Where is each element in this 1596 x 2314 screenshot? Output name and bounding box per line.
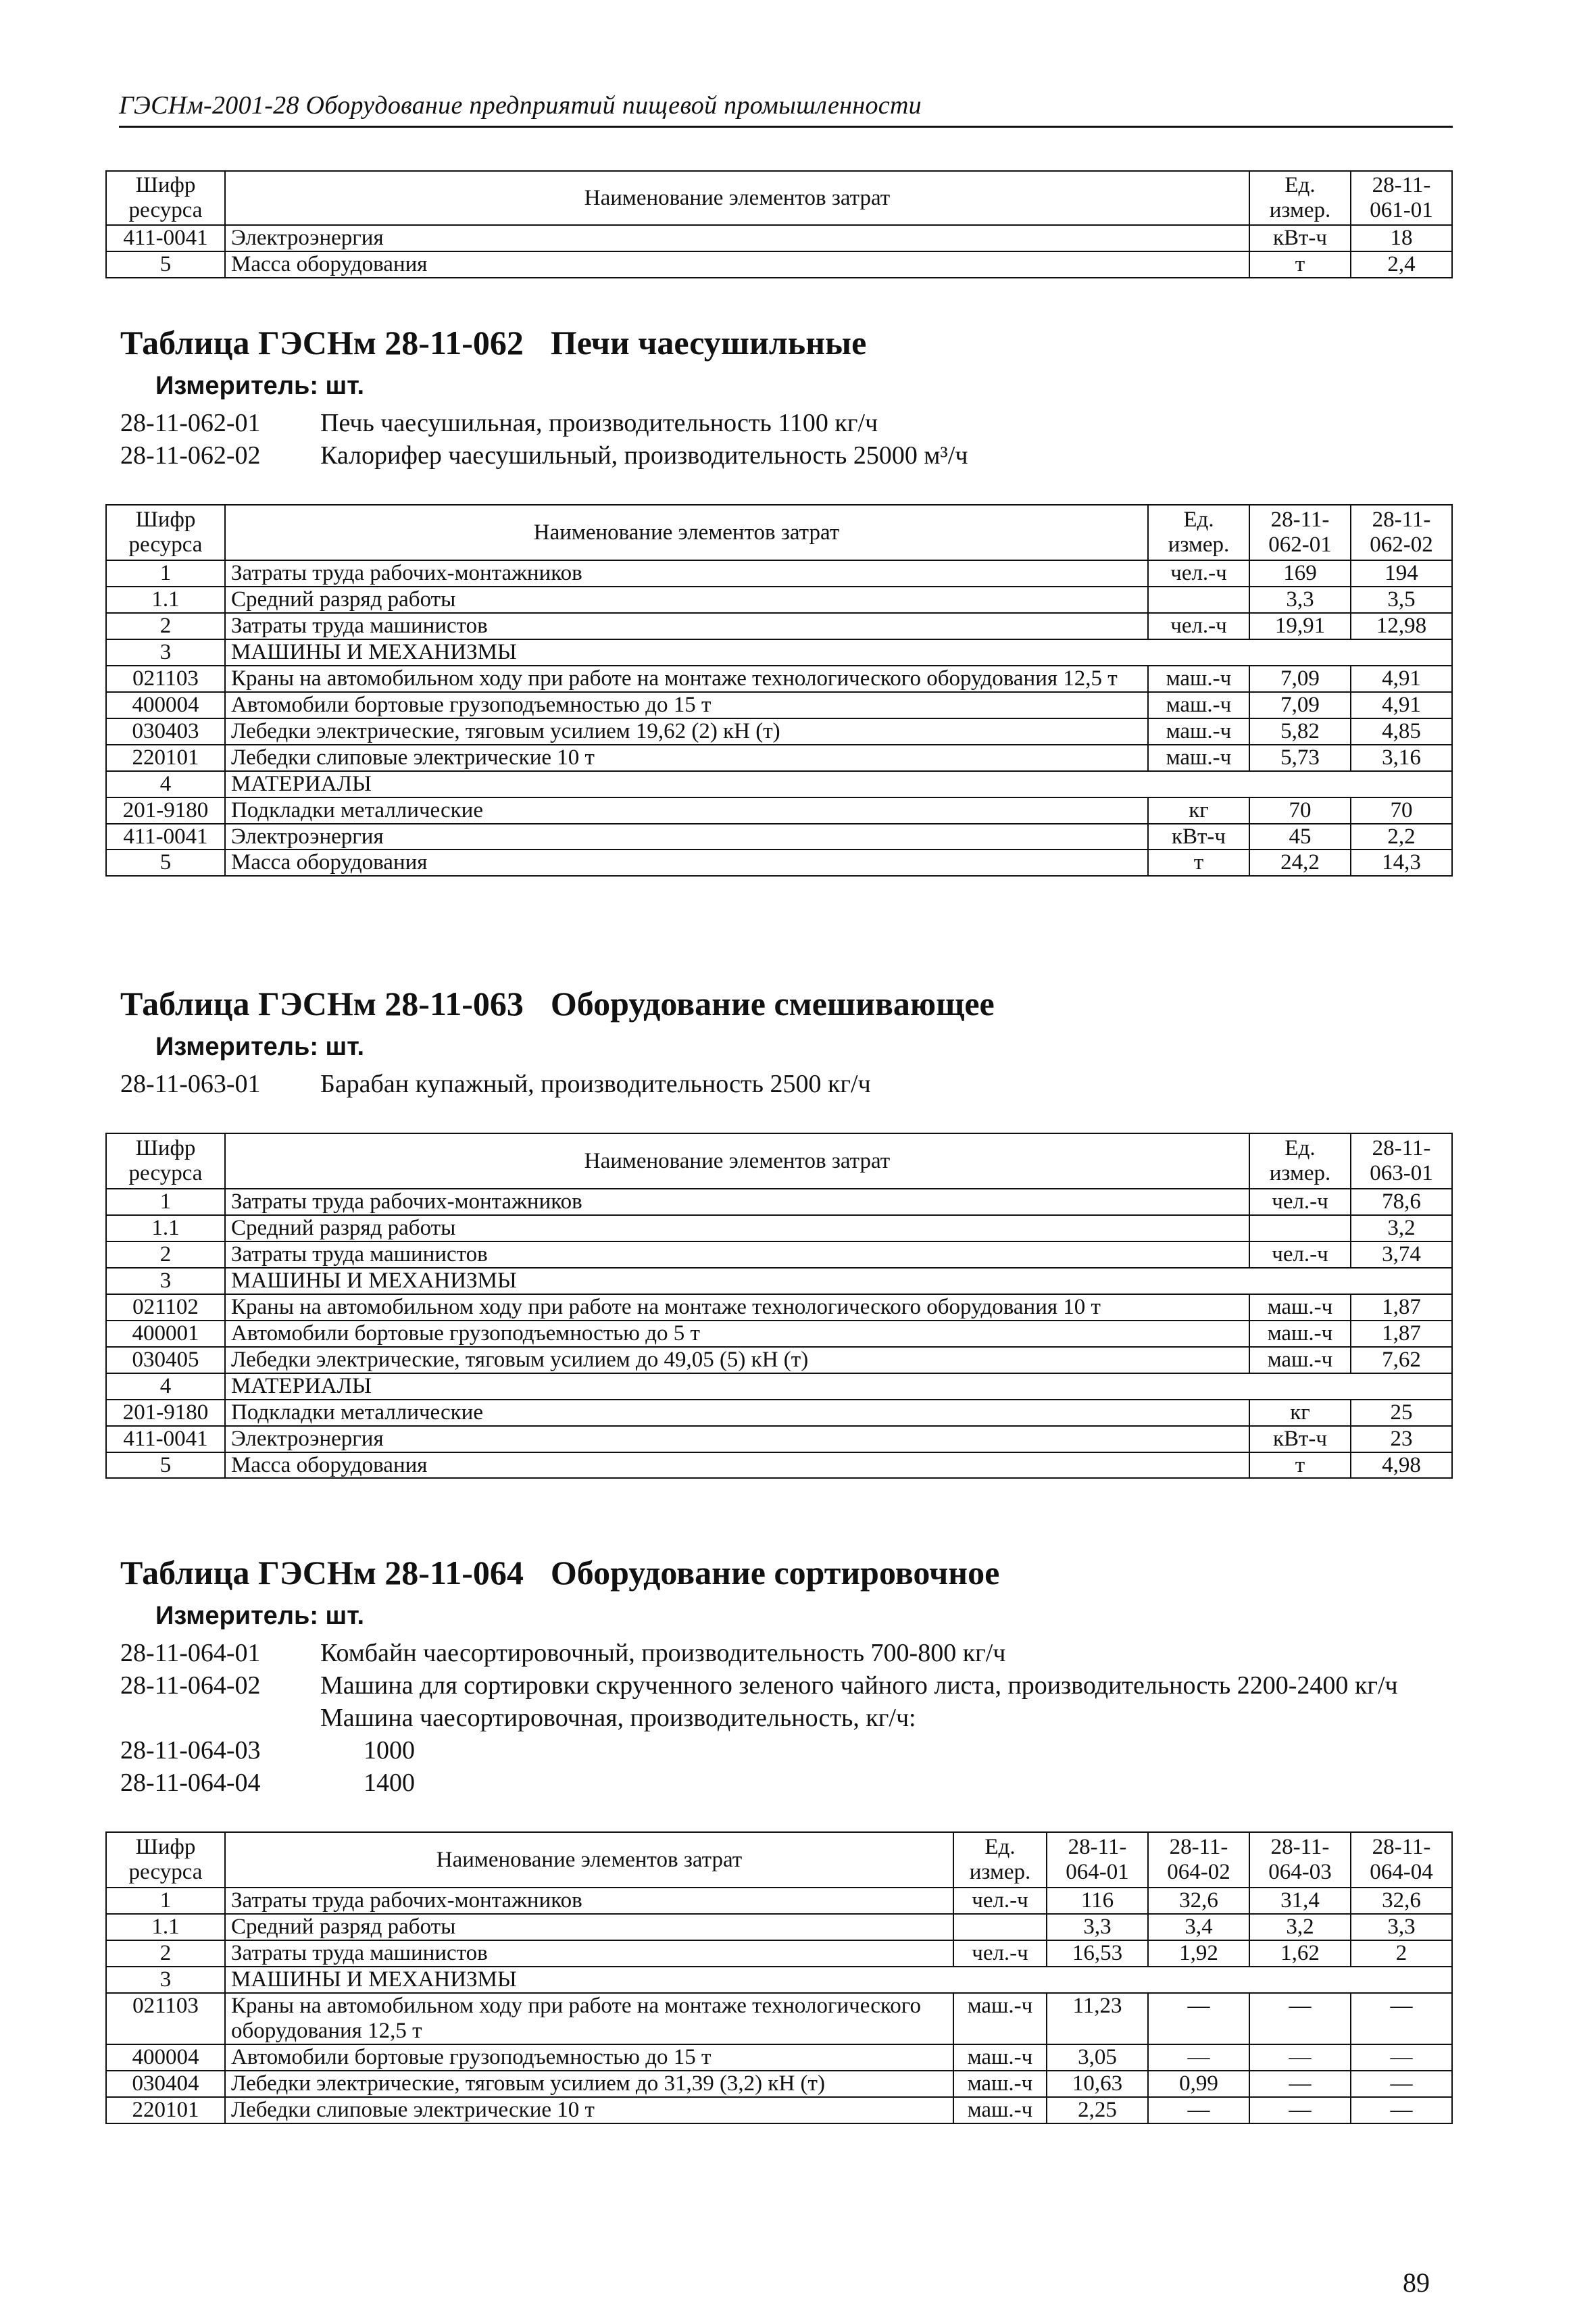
col-code-header: Шифр ресурса: [106, 1133, 225, 1189]
cost-element-cell: Автомобили бортовые грузоподъемностью до 15 т: [225, 2044, 953, 2071]
norm-value-cell: 2,25: [1047, 2097, 1148, 2123]
table-row: [106, 1294, 1452, 1321]
cost-element-cell: Электроэнергия: [225, 824, 1148, 850]
cost-element-cell: Затраты труда рабочих-монтажников: [225, 1189, 1249, 1215]
table-body: [106, 225, 1452, 278]
col-norm-header: 28-11-061-01: [1351, 171, 1452, 225]
norm-value-cell: 12,98: [1351, 613, 1452, 639]
resource-code-cell: 030405: [106, 1347, 225, 1373]
section-heading-cell: МАШИНЫ И МЕХАНИЗМЫ: [225, 639, 1452, 666]
table-title: [120, 1553, 999, 1592]
table-row: [106, 613, 1452, 639]
unit-cell: маш.-ч: [1249, 1294, 1351, 1321]
page-number: 89: [1403, 2267, 1430, 2298]
section-row: [106, 1967, 1452, 1993]
norm-value-cell: 14,3: [1351, 850, 1452, 876]
norm-item: [120, 408, 878, 438]
unit-cell: маш.-ч: [953, 2071, 1047, 2097]
norm-value-cell: —: [1351, 2044, 1452, 2071]
cost-element-cell: Лебедки электрические, тяговым усилием до 49,05 (5) кН (т): [225, 1347, 1249, 1373]
norm-code: 28-11-064-01: [120, 1639, 261, 1667]
norm-value-cell: 3,3: [1351, 1914, 1452, 1940]
section-heading-cell: МАТЕРИАЛЫ: [225, 1373, 1452, 1400]
resource-code-cell: 4: [106, 771, 225, 797]
measure-unit: Измеритель: шт.: [155, 1033, 365, 1061]
norm-item: [120, 1736, 415, 1765]
norm-value-cell: 3,3: [1047, 1914, 1148, 1940]
cost-element-cell: Масса оборудования: [225, 1452, 1249, 1479]
norm-value-cell: 3,3: [1249, 587, 1351, 613]
table-row: [106, 1888, 1452, 1914]
col-name-header: Наименование элементов затрат: [225, 1832, 953, 1888]
table-row: [106, 718, 1452, 745]
cost-element-cell: Лебедки слиповые электрические 10 т: [225, 745, 1148, 771]
table-row: [106, 1993, 1452, 2044]
table-28-11-063: [105, 1133, 1453, 1479]
norm-code: 28-11-064-03: [120, 1736, 261, 1765]
norm-value-cell: 2,4: [1351, 251, 1452, 278]
norm-value-cell: 2: [1351, 1940, 1452, 1967]
cost-element-cell: Электроэнергия: [225, 1426, 1249, 1452]
norm-value-cell: 5,82: [1249, 718, 1351, 745]
norm-item: [120, 1768, 415, 1798]
section-row: [106, 639, 1452, 666]
norm-item: [120, 1703, 916, 1733]
cost-element-cell: Автомобили бортовые грузоподъемностью до 5 т: [225, 1321, 1249, 1347]
table-row: [106, 2097, 1452, 2123]
cost-element-cell: Средний разряд работы: [225, 1215, 1249, 1241]
unit-cell: маш.-ч: [953, 2044, 1047, 2071]
table-title: [120, 323, 866, 362]
col-name-header: Наименование элементов затрат: [225, 171, 1249, 225]
resource-code-cell: 2: [106, 1940, 225, 1967]
col-name-header: Наименование элементов затрат: [225, 505, 1148, 560]
resource-code-cell: 030403: [106, 718, 225, 745]
norm-text: Калорифер чаесушильный, производительность 25000 м³/ч: [320, 441, 968, 470]
norm-value-cell: 7,09: [1249, 666, 1351, 692]
norm-value-cell: 3,5: [1351, 587, 1452, 613]
table-row: [106, 1215, 1452, 1241]
norm-value-cell: —: [1148, 1993, 1249, 2044]
section-row: [106, 771, 1452, 797]
norm-value-cell: 2,2: [1351, 824, 1452, 850]
norm-value-cell: 32,6: [1148, 1888, 1249, 1914]
section-row: [106, 1373, 1452, 1400]
unit-cell: кВт-ч: [1249, 225, 1351, 251]
cost-element-cell: Средний разряд работы: [225, 1914, 953, 1940]
measure-unit: Измеритель: шт.: [155, 1602, 365, 1630]
norm-value-cell: 19,91: [1249, 613, 1351, 639]
col-unit-header: Ед. измер.: [1249, 1133, 1351, 1189]
resource-code-cell: 3: [106, 1967, 225, 1993]
resource-code-cell: 1: [106, 1888, 225, 1914]
table-row: [106, 797, 1452, 824]
norm-value-cell: 3,16: [1351, 745, 1452, 771]
cost-element-cell: Затраты труда машинистов: [225, 1241, 1249, 1268]
resource-code-cell: 1.1: [106, 1215, 225, 1241]
col-unit-header: Ед. измер.: [953, 1832, 1047, 1888]
table-28-11-062: [105, 504, 1453, 877]
norm-value-cell: —: [1351, 2097, 1452, 2123]
section-heading-cell: МАШИНЫ И МЕХАНИЗМЫ: [225, 1967, 1452, 1993]
resource-code-cell: 5: [106, 251, 225, 278]
norm-value-cell: 10,63: [1047, 2071, 1148, 2097]
table-row: [106, 1426, 1452, 1452]
table-row: [106, 251, 1452, 278]
table-body: [106, 1189, 1452, 1478]
col-unit-header: Ед. измер.: [1249, 171, 1351, 225]
resource-code-cell: 1: [106, 1189, 225, 1215]
resource-code-cell: 1.1: [106, 1914, 225, 1940]
unit-cell: т: [1249, 1452, 1351, 1479]
norm-text: Печь чаесушильная, производительность 1100 кг/ч: [320, 409, 878, 437]
table-row: [106, 1321, 1452, 1347]
table-row: [106, 1189, 1452, 1215]
table-row: [106, 1400, 1452, 1426]
table-title: [120, 984, 995, 1023]
norm-text: 1000: [364, 1736, 415, 1765]
cost-element-cell: Электроэнергия: [225, 225, 1249, 251]
unit-cell: чел.-ч: [1249, 1241, 1351, 1268]
section-row: [106, 1268, 1452, 1294]
cost-element-cell: Затраты труда машинистов: [225, 613, 1148, 639]
unit-cell: [1148, 587, 1249, 613]
table-row: [106, 850, 1452, 876]
norm-value-cell: 31,4: [1249, 1888, 1351, 1914]
resource-code-cell: 201-9180: [106, 1400, 225, 1426]
resource-code-cell: 021102: [106, 1294, 225, 1321]
cost-element-cell: Лебедки слиповые электрические 10 т: [225, 2097, 953, 2123]
col-norm-header: 28-11-064-04: [1351, 1832, 1452, 1888]
table-name: Оборудование смешивающее: [550, 985, 995, 1023]
col-norm-header: 28-11-062-01: [1249, 505, 1351, 560]
norm-value-cell: 3,2: [1249, 1914, 1351, 1940]
norm-value-cell: 4,91: [1351, 666, 1452, 692]
resource-code-cell: 2: [106, 1241, 225, 1268]
unit-cell: маш.-ч: [1148, 692, 1249, 718]
norm-text: Комбайн чаесортировочный, производительность 700-800 кг/ч: [320, 1639, 1006, 1667]
norm-value-cell: 7,62: [1351, 1347, 1452, 1373]
resource-code-cell: 3: [106, 639, 225, 666]
unit-cell: маш.-ч: [953, 1993, 1047, 2044]
unit-cell: чел.-ч: [1148, 613, 1249, 639]
unit-cell: чел.-ч: [1249, 1189, 1351, 1215]
unit-cell: маш.-ч: [1148, 745, 1249, 771]
norm-value-cell: 1,87: [1351, 1321, 1452, 1347]
norm-text: Машина для сортировки скрученного зеленого чайного листа, производительность 2200-2400 кг/ч: [320, 1671, 1398, 1700]
measure-unit: Измеритель: шт.: [155, 372, 365, 400]
table-28-11-061: [105, 170, 1453, 278]
cost-element-cell: Масса оборудования: [225, 251, 1249, 278]
col-norm-header: 28-11-064-03: [1249, 1832, 1351, 1888]
norm-value-cell: 1,92: [1148, 1940, 1249, 1967]
cost-element-cell: Автомобили бортовые грузоподъемностью до 15 т: [225, 692, 1148, 718]
norm-value-cell: 4,91: [1351, 692, 1452, 718]
norm-value-cell: 3,4: [1148, 1914, 1249, 1940]
col-code-header: Шифр ресурса: [106, 505, 225, 560]
norm-value-cell: 23: [1351, 1426, 1452, 1452]
norm-value-cell: 16,53: [1047, 1940, 1148, 1967]
resource-code-cell: 021103: [106, 1993, 225, 2044]
unit-cell: кВт-ч: [1249, 1426, 1351, 1452]
resource-code-cell: 400004: [106, 692, 225, 718]
norm-text: Машина чаесортировочная, производительность, кг/ч:: [320, 1704, 916, 1732]
col-code-header: Шифр ресурса: [106, 171, 225, 225]
col-code-header: Шифр ресурса: [106, 1832, 225, 1888]
norm-value-cell: 78,6: [1351, 1189, 1452, 1215]
norm-value-cell: 4,85: [1351, 718, 1452, 745]
norm-value-cell: 24,2: [1249, 850, 1351, 876]
norm-value-cell: —: [1249, 2097, 1351, 2123]
norm-value-cell: 18: [1351, 225, 1452, 251]
table-number: Таблица ГЭСНм 28-11-063: [120, 985, 524, 1023]
unit-cell: [1249, 1215, 1351, 1241]
table-row: [106, 2071, 1452, 2097]
unit-cell: чел.-ч: [1148, 560, 1249, 587]
cost-element-cell: Лебедки электрические, тяговым усилием до 31,39 (3,2) кН (т): [225, 2071, 953, 2097]
resource-code-cell: 2: [106, 613, 225, 639]
norm-code: 28-11-062-01: [120, 409, 261, 437]
col-name-header: Наименование элементов затрат: [225, 1133, 1249, 1189]
unit-cell: кг: [1148, 797, 1249, 824]
norm-value-cell: 4,98: [1351, 1452, 1452, 1479]
table-row: [106, 745, 1452, 771]
norm-value-cell: 11,23: [1047, 1993, 1148, 2044]
norm-value-cell: 45: [1249, 824, 1351, 850]
norm-code: 28-11-063-01: [120, 1070, 261, 1098]
resource-code-cell: 220101: [106, 2097, 225, 2123]
col-unit-header: Ед. измер.: [1148, 505, 1249, 560]
norm-value-cell: —: [1249, 2071, 1351, 2097]
norm-value-cell: —: [1148, 2044, 1249, 2071]
resource-code-cell: 5: [106, 850, 225, 876]
norm-code: 28-11-062-02: [120, 441, 261, 470]
unit-cell: маш.-ч: [1249, 1347, 1351, 1373]
unit-cell: чел.-ч: [953, 1888, 1047, 1914]
table-row: [106, 1914, 1452, 1940]
norm-code: 28-11-064-02: [120, 1671, 261, 1700]
unit-cell: [953, 1914, 1047, 1940]
col-norm-header: 28-11-062-02: [1351, 505, 1452, 560]
norm-value-cell: 5,73: [1249, 745, 1351, 771]
norm-value-cell: 70: [1351, 797, 1452, 824]
norm-value-cell: 169: [1249, 560, 1351, 587]
section-heading-cell: МАТЕРИАЛЫ: [225, 771, 1452, 797]
norm-value-cell: 7,09: [1249, 692, 1351, 718]
norm-value-cell: 0,99: [1148, 2071, 1249, 2097]
running-header: ГЭСНм-2001-28 Оборудование предприятий пищевой промышленности: [119, 91, 1453, 128]
cost-element-cell: Масса оборудования: [225, 850, 1148, 876]
resource-code-cell: 1.1: [106, 587, 225, 613]
norm-item: [120, 441, 968, 470]
norm-text: Барабан купажный, производительность 2500 кг/ч: [320, 1070, 871, 1098]
table-row: [106, 1452, 1452, 1479]
unit-cell: маш.-ч: [1249, 1321, 1351, 1347]
norm-value-cell: 3,05: [1047, 2044, 1148, 2071]
norm-value-cell: 194: [1351, 560, 1452, 587]
norm-value-cell: —: [1249, 1993, 1351, 2044]
col-norm-header: 28-11-064-02: [1148, 1832, 1249, 1888]
resource-code-cell: 3: [106, 1268, 225, 1294]
table-28-11-064: [105, 1831, 1453, 2124]
resource-code-cell: 400001: [106, 1321, 225, 1347]
cost-element-cell: Затраты труда рабочих-монтажников: [225, 560, 1148, 587]
norm-value-cell: 70: [1249, 797, 1351, 824]
norm-value-cell: —: [1148, 2097, 1249, 2123]
table-row: [106, 560, 1452, 587]
table-row: [106, 1940, 1452, 1967]
table-row: [106, 1241, 1452, 1268]
norm-value-cell: 3,2: [1351, 1215, 1452, 1241]
resource-code-cell: 5: [106, 1452, 225, 1479]
table-body: [106, 560, 1452, 876]
norm-text: 1400: [364, 1769, 415, 1797]
unit-cell: маш.-ч: [1148, 666, 1249, 692]
norm-value-cell: —: [1351, 2071, 1452, 2097]
table-row: [106, 824, 1452, 850]
norm-value-cell: —: [1249, 2044, 1351, 2071]
table-row: [106, 1347, 1452, 1373]
cost-element-cell: Краны на автомобильном ходу при работе на монтаже технологического оборудования 12,5 т: [225, 1993, 953, 2044]
table-body: [106, 1888, 1452, 2123]
cost-element-cell: Подкладки металлические: [225, 797, 1148, 824]
cost-element-cell: Краны на автомобильном ходу при работе на монтаже технологического оборудования 12,5 т: [225, 666, 1148, 692]
resource-code-cell: 220101: [106, 745, 225, 771]
unit-cell: маш.-ч: [1148, 718, 1249, 745]
norm-item: [120, 1069, 871, 1099]
cost-element-cell: Средний разряд работы: [225, 587, 1148, 613]
cost-element-cell: Затраты труда рабочих-монтажников: [225, 1888, 953, 1914]
table-row: [106, 587, 1452, 613]
norm-value-cell: —: [1351, 1993, 1452, 2044]
resource-code-cell: 411-0041: [106, 225, 225, 251]
unit-cell: кг: [1249, 1400, 1351, 1426]
norm-item: [120, 1671, 1398, 1700]
table-number: Таблица ГЭСНм 28-11-064: [120, 1554, 524, 1592]
table-number: Таблица ГЭСНм 28-11-062: [120, 324, 524, 362]
norm-value-cell: 1,62: [1249, 1940, 1351, 1967]
table-name: Оборудование сортировочное: [550, 1554, 1000, 1592]
resource-code-cell: 411-0041: [106, 1426, 225, 1452]
resource-code-cell: 411-0041: [106, 824, 225, 850]
norm-code: 28-11-064-04: [120, 1769, 261, 1797]
table-row: [106, 2044, 1452, 2071]
cost-element-cell: Краны на автомобильном ходу при работе на монтаже технологического оборудования 10 т: [225, 1294, 1249, 1321]
norm-value-cell: 32,6: [1351, 1888, 1452, 1914]
unit-cell: кВт-ч: [1148, 824, 1249, 850]
table-name: Печи чаесушильные: [550, 324, 867, 362]
norm-value-cell: 116: [1047, 1888, 1148, 1914]
norm-value-cell: 25: [1351, 1400, 1452, 1426]
resource-code-cell: 201-9180: [106, 797, 225, 824]
unit-cell: маш.-ч: [953, 2097, 1047, 2123]
norm-item: [120, 1638, 1005, 1668]
col-norm-header: 28-11-064-01: [1047, 1832, 1148, 1888]
table-row: [106, 692, 1452, 718]
col-norm-header: 28-11-063-01: [1351, 1133, 1452, 1189]
table-row: [106, 666, 1452, 692]
cost-element-cell: Подкладки металлические: [225, 1400, 1249, 1426]
norm-value-cell: 1,87: [1351, 1294, 1452, 1321]
section-heading-cell: МАШИНЫ И МЕХАНИЗМЫ: [225, 1268, 1452, 1294]
resource-code-cell: 1: [106, 560, 225, 587]
resource-code-cell: 400004: [106, 2044, 225, 2071]
resource-code-cell: 4: [106, 1373, 225, 1400]
unit-cell: т: [1249, 251, 1351, 278]
unit-cell: чел.-ч: [953, 1940, 1047, 1967]
resource-code-cell: 021103: [106, 666, 225, 692]
table-row: [106, 225, 1452, 251]
unit-cell: т: [1148, 850, 1249, 876]
resource-code-cell: 030404: [106, 2071, 225, 2097]
cost-element-cell: Затраты труда машинистов: [225, 1940, 953, 1967]
cost-element-cell: Лебедки электрические, тяговым усилием 19,62 (2) кН (т): [225, 718, 1148, 745]
norm-value-cell: 3,74: [1351, 1241, 1452, 1268]
